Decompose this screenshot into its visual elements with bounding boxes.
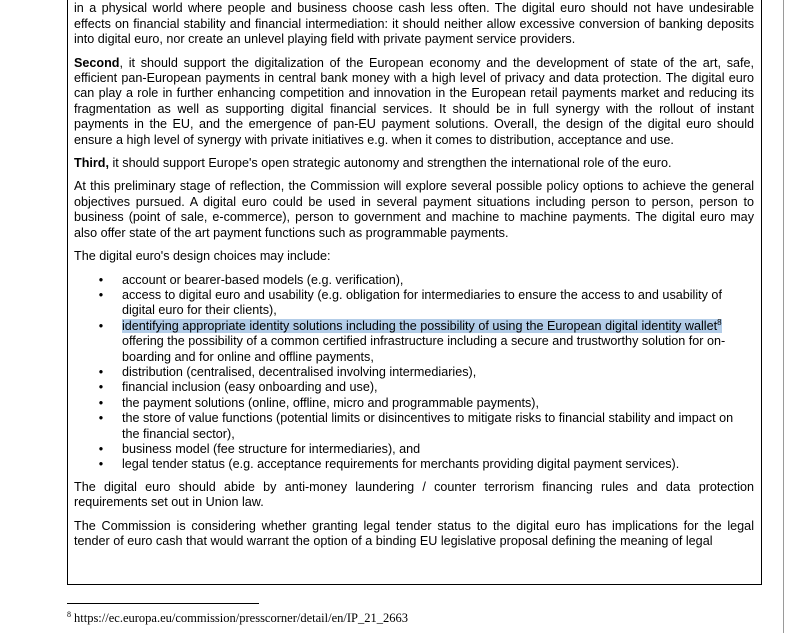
list-item	[74, 442, 754, 457]
paragraph-lead: Second	[74, 55, 120, 70]
paragraph-third	[74, 156, 754, 171]
bullet-icon: •	[98, 364, 104, 379]
paragraph-lead: Third,	[74, 156, 109, 171]
paragraph-legal-tender: The Commission is considering whether granting legal tender status to the digital euro has implications for the legal tender of euro cash that would warrant the option of a binding EU legislative proposal defining the meaning of legal	[74, 518, 754, 548]
page-border-right	[761, 0, 762, 585]
list-item-text: legal tender status (e.g. acceptance requirements for merchants providing digital payment services).	[122, 457, 680, 472]
list-item	[74, 411, 754, 442]
bullet-icon: •	[98, 287, 104, 302]
list-item	[74, 273, 754, 288]
bullet-icon: •	[98, 395, 104, 410]
footnote-reference[interactable]: 8	[717, 317, 722, 327]
list-item	[74, 319, 754, 334]
footnote-separator	[67, 603, 259, 604]
list-item	[74, 457, 754, 472]
footnote-link[interactable]: https://ec.europa.eu/commission/presscorner/detail/en/IP_21_2663	[74, 611, 408, 625]
bullet-icon: •	[98, 441, 104, 456]
design-choices-list	[74, 273, 754, 473]
list-item-text: distribution (centralised, decentralised involving intermediaries),	[122, 364, 477, 379]
list-item-text: access to digital euro and usability (e.g. obligation for intermediaries to ensure the access to and usability of digital euro for their clients),	[122, 287, 722, 318]
paragraph-second	[74, 56, 754, 148]
document-body	[74, 0, 754, 557]
list-item	[74, 380, 754, 395]
bullet-icon: •	[98, 380, 104, 395]
paragraph-financial-inclusion: in a physical world where people and business choose cash less often. The digital euro should not have undesirable effects on financial stability and financial intermediation: it should neither allow excessive conversion of banking deposits into digital euro, nor create an unlevel playing field with private payment service providers.	[74, 1, 754, 47]
list-item-text: account or bearer-based models (e.g. verification),	[122, 272, 404, 287]
page-border-left	[67, 0, 68, 585]
bullet-icon: •	[98, 411, 104, 426]
bullet-icon: •	[98, 318, 104, 333]
list-item	[74, 365, 754, 380]
page-border-bottom	[67, 584, 762, 585]
list-item-text: identifying appropriate identity solutions including the possibility of using the European digital identity wallet	[122, 318, 718, 333]
paragraph-aml: The digital euro should abide by anti-money laundering / counter terrorism financing rules and data protection requirements set out in Union law.	[74, 479, 754, 510]
paragraph-design-choices-intro: The digital euro's design choices may include:	[74, 249, 331, 264]
footnote	[67, 611, 408, 626]
paragraph-text: it should support Europe's open strategic autonomy and strengthen the international role of the euro.	[108, 156, 672, 171]
paragraph-policy-options: At this preliminary stage of reflection, the Commission will explore several possible policy options to achieve the general objectives pursued. A digital euro could be used in several payment situations including person to person, person to business (point of sale, e-commerce), person to government and machine to machine payments. The digital euro may also offer state of the art payment functions such as programmable payments.	[74, 179, 754, 240]
list-item	[74, 288, 754, 319]
list-item-text: the payment solutions (online, offline, micro and programmable payments),	[122, 395, 539, 410]
selected-text-highlight[interactable]	[122, 319, 722, 333]
list-item	[74, 396, 754, 411]
bullet-icon: •	[98, 272, 104, 287]
list-item-text: offering the possibility of a common certified infrastructure including a secure and trustworthy solution for on-boarding and for online and offline payments,	[122, 334, 726, 364]
bullet-icon: •	[98, 457, 104, 472]
list-item-text: the store of value functions (potential limits or disincentives to mitigate risks to financial stability and impact on the financial sector),	[122, 411, 734, 441]
paragraph-text: , it should support the digitalization of the European economy and the development of state of the art, safe, efficient pan-European payments in central bank money with a high level of privacy and data protection. The digital euro can play a role in further enhancing competition and innovation in the European retail payments market and reducing its fragmentation as well as supporting digital financial services. It should be in full synergy with the rollout of instant payments in the EU, and the emergence of pan-EU payment solutions. Overall, the design of the digital euro should ensure a high level of synergy with private initiatives e.g. when it comes to distribution, acceptance and use.	[74, 55, 754, 147]
footnote-number: 8	[67, 609, 71, 619]
list-item-text: business model (fee structure for intermediaries), and	[122, 441, 421, 456]
viewer-edge	[783, 0, 784, 633]
list-item	[74, 334, 754, 365]
list-item-text: financial inclusion (easy onboarding and use),	[122, 380, 378, 395]
